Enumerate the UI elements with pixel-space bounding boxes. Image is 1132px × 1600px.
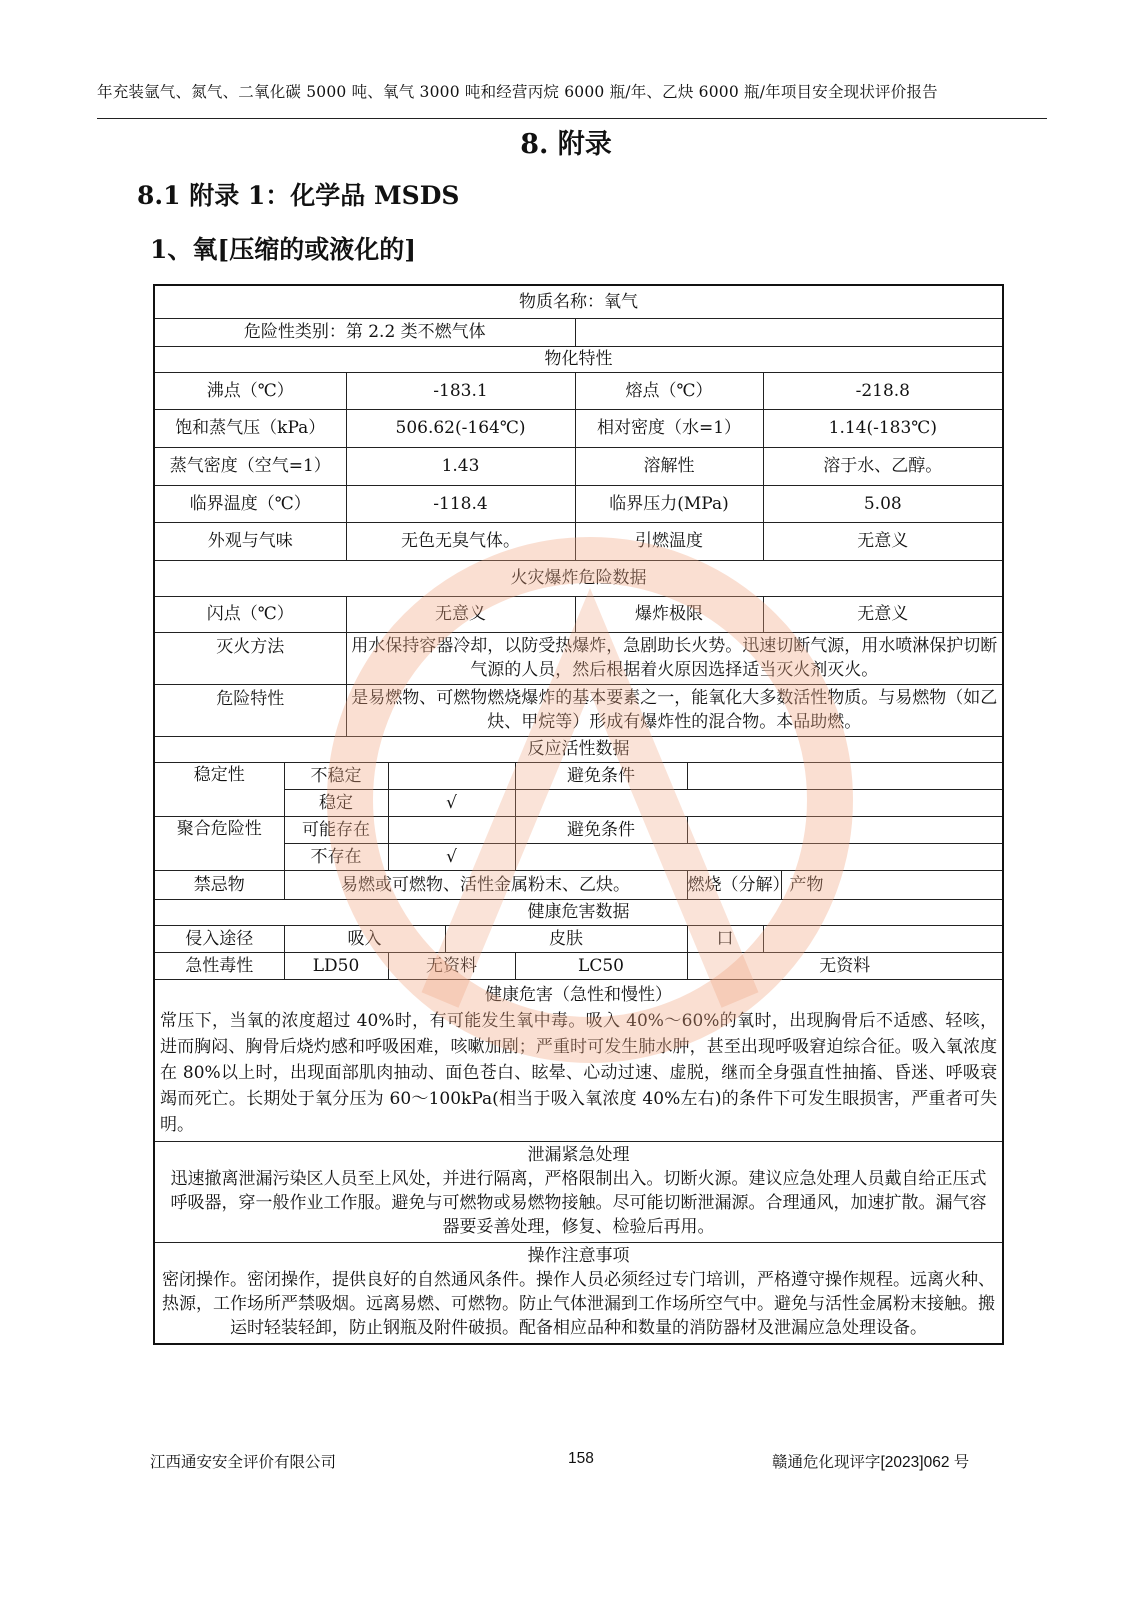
ld50-value: 无资料 xyxy=(388,952,515,979)
vapor-density-value: 1.43 xyxy=(346,447,575,485)
footer-company: 江西通安安全评价有限公司 xyxy=(150,1454,337,1471)
ignition-temp-label: 引燃温度 xyxy=(575,522,763,560)
table-row xyxy=(154,560,1003,596)
table-row xyxy=(154,285,1003,318)
page-header: 年充装氩气、氮气、二氧化碳 5000 吨、氧气 3000 吨和经营丙烷 6000 瓶/年、乙炔 6000 瓶/年项目安全现状评价报告 xyxy=(97,83,938,101)
ld50-label: LD50 xyxy=(284,952,388,979)
hazard-class-blank xyxy=(575,318,1003,346)
substance-name: 物质名称：氧气 xyxy=(154,285,1003,318)
vapor-density-label: 蒸气密度（空气=1） xyxy=(154,447,346,485)
table-row xyxy=(154,522,1003,560)
flash-point-value: 无意义 xyxy=(346,596,575,632)
vapor-pressure-label: 饱和蒸气压（kPa） xyxy=(154,409,346,447)
route-oral: 口 xyxy=(687,925,763,952)
section-title: 8.1 附录 1：化学品 MSDS xyxy=(137,181,460,210)
route-skin: 皮肤 xyxy=(445,925,687,952)
extinguish-label: 灭火方法 xyxy=(154,632,346,684)
stable-blank xyxy=(515,789,1003,816)
table-row xyxy=(154,1141,1003,1242)
stable-label: 稳定 xyxy=(284,789,388,816)
health-hazard-cell xyxy=(154,979,1003,1141)
not-exist-mark: √ xyxy=(388,843,515,870)
hazard-class: 危险性类别：第 2.2 类不燃气体 xyxy=(154,318,575,346)
leak-cell xyxy=(154,1141,1003,1242)
chapter-title: 8. 附录 xyxy=(520,129,612,160)
table-row xyxy=(154,952,1003,979)
flash-point-label: 闪点（℃） xyxy=(154,596,346,632)
route-label: 侵入途径 xyxy=(154,925,284,952)
critical-temp-value: -118.4 xyxy=(346,485,575,522)
incompatible-label: 禁忌物 xyxy=(154,870,284,899)
table-row xyxy=(154,870,1003,899)
melting-point-value: -218.8 xyxy=(763,372,1003,409)
header-divider xyxy=(97,118,1047,119)
table-row xyxy=(154,318,1003,346)
solubility-value: 溶于水、乙醇。 xyxy=(763,447,1003,485)
avoid-conditions-label: 避免条件 xyxy=(515,762,687,789)
table-row xyxy=(154,485,1003,522)
unstable-label: 不稳定 xyxy=(284,762,388,789)
extinguish-text: 用水保持容器冷却，以防受热爆炸，急剧助长火势。迅速切断气源，用水喷淋保护切断气源的人员，然后根据着火原因选择适当灭火剂灭火。 xyxy=(346,632,1003,684)
route-blank xyxy=(763,925,1003,952)
route-inhalation: 吸入 xyxy=(284,925,445,952)
incompatible-value: 易燃或可燃物、活性金属粉末、乙炔。 xyxy=(284,870,687,899)
unstable-mark xyxy=(388,762,515,789)
boiling-point-value: -183.1 xyxy=(346,372,575,409)
health-hazard-text: 常压下，当氧的浓度超过 40%时，有可能发生氧中毒。吸入 40%～60%的氧时，出现胸骨后不适感、轻咳，进而胸闷、胸骨后烧灼感和呼吸困难，咳嗽加剧；严重时可发生肺水肿，甚至出现呼吸窘迫综合征。吸入氧浓度在 80%以上时，出现面部肌肉抽动、面色苍白、眩晕、心动过速、虚脱，继而全身强直性抽搐、昏迷、呼吸衰竭而死亡。长期处于氧分压为 60～100kPa(相当于吸入氧浓度 40%左右)的条件下可发生眼损害，严重者可失明。 xyxy=(160,1010,998,1135)
table-row xyxy=(154,979,1003,1141)
combustion-products-label: 燃烧（分解）产物 xyxy=(687,870,781,899)
critical-pressure-label: 临界压力(MPa) xyxy=(575,485,763,522)
explosion-limit-label: 爆炸极限 xyxy=(575,596,763,632)
handling-cell xyxy=(154,1242,1003,1344)
boiling-point-label: 沸点（℃） xyxy=(154,372,346,409)
not-exist-blank xyxy=(515,843,1003,870)
table-row xyxy=(154,684,1003,736)
not-exist-label: 不存在 xyxy=(284,843,388,870)
table-row xyxy=(154,346,1003,372)
table-row xyxy=(154,736,1003,762)
toxicity-label: 急性毒性 xyxy=(154,952,284,979)
critical-temp-label: 临界温度（℃） xyxy=(154,485,346,522)
table-row xyxy=(154,596,1003,632)
table-row xyxy=(154,632,1003,684)
relative-density-value: 1.14(-183℃) xyxy=(763,409,1003,447)
polymerization-label: 聚合危险性 xyxy=(154,816,284,870)
ignition-temp-value: 无意义 xyxy=(763,522,1003,560)
table-row xyxy=(154,899,1003,925)
may-exist-mark xyxy=(388,816,515,843)
footer-doc-code: 赣通危化现评字[2023]062 号 xyxy=(772,1454,970,1471)
handling-text: 密闭操作。密闭操作，提供良好的自然通风条件。操作人员必须经过专门培训，严格遵守操作规程。远离火种、热源，工作场所严禁吸烟。远离易燃、可燃物。防止气体泄漏到工作场所空气中。避免与活性金属粉末接触。搬运时轻装轻卸，防止钢瓶及附件破损。配备相应品种和数量的消防器材及泄漏应急处理设备。 xyxy=(162,1269,996,1338)
avoid-conditions-value xyxy=(687,762,1003,789)
table-row xyxy=(154,409,1003,447)
critical-pressure-value: 5.08 xyxy=(763,485,1003,522)
table-row xyxy=(154,372,1003,409)
fire-hazard-text: 是易燃物、可燃物燃烧爆炸的基本要素之一，能氧化大多数活性物质。与易燃物（如乙炔、甲烷等）形成有爆炸性的混合物。本品助燃。 xyxy=(346,684,1003,736)
avoid-conditions-label-2: 避免条件 xyxy=(515,816,687,843)
physchem-heading: 物化特性 xyxy=(154,346,1003,372)
reactivity-heading: 反应活性数据 xyxy=(154,736,1003,762)
lc50-value: 无资料 xyxy=(687,952,1003,979)
stability-label: 稳定性 xyxy=(154,762,284,816)
avoid-conditions-value-2 xyxy=(687,816,1003,843)
fire-heading: 火灾爆炸危险数据 xyxy=(154,560,1003,596)
table-row xyxy=(154,1242,1003,1344)
footer-page-number: 158 xyxy=(568,1450,594,1467)
table-row xyxy=(154,816,1003,843)
table-row xyxy=(154,925,1003,952)
melting-point-label: 熔点（℃） xyxy=(575,372,763,409)
table-row xyxy=(154,447,1003,485)
health-heading: 健康危害数据 xyxy=(154,899,1003,925)
leak-heading: 泄漏紧急处理 xyxy=(527,1144,630,1165)
health-hazard-heading: 健康危害（急性和慢性） xyxy=(485,984,673,1005)
solubility-label: 溶解性 xyxy=(575,447,763,485)
stable-mark: √ xyxy=(388,789,515,816)
substance-title: 1、氧[压缩的或液化的] xyxy=(150,235,417,264)
may-exist-label: 可能存在 xyxy=(284,816,388,843)
fire-hazard-label: 危险特性 xyxy=(154,684,346,736)
msds-table xyxy=(153,284,1004,1345)
table-row xyxy=(154,762,1003,789)
vapor-pressure-value: 506.62(-164℃) xyxy=(346,409,575,447)
relative-density-label: 相对密度（水=1） xyxy=(575,409,763,447)
lc50-label: LC50 xyxy=(515,952,687,979)
handling-heading: 操作注意事项 xyxy=(527,1245,630,1266)
appearance-label: 外观与气味 xyxy=(154,522,346,560)
appearance-value: 无色无臭气体。 xyxy=(346,522,575,560)
leak-text: 迅速撤离泄漏污染区人员至上风处，并进行隔离，严格限制出入。切断火源。建议应急处理人员戴自给正压式呼吸器，穿一般作业工作服。避免与可燃物或易燃物接触。尽可能切断泄漏源。合理通风，加速扩散。漏气容器要妥善处理，修复、检验后再用。 xyxy=(170,1168,987,1237)
explosion-limit-value: 无意义 xyxy=(763,596,1003,632)
